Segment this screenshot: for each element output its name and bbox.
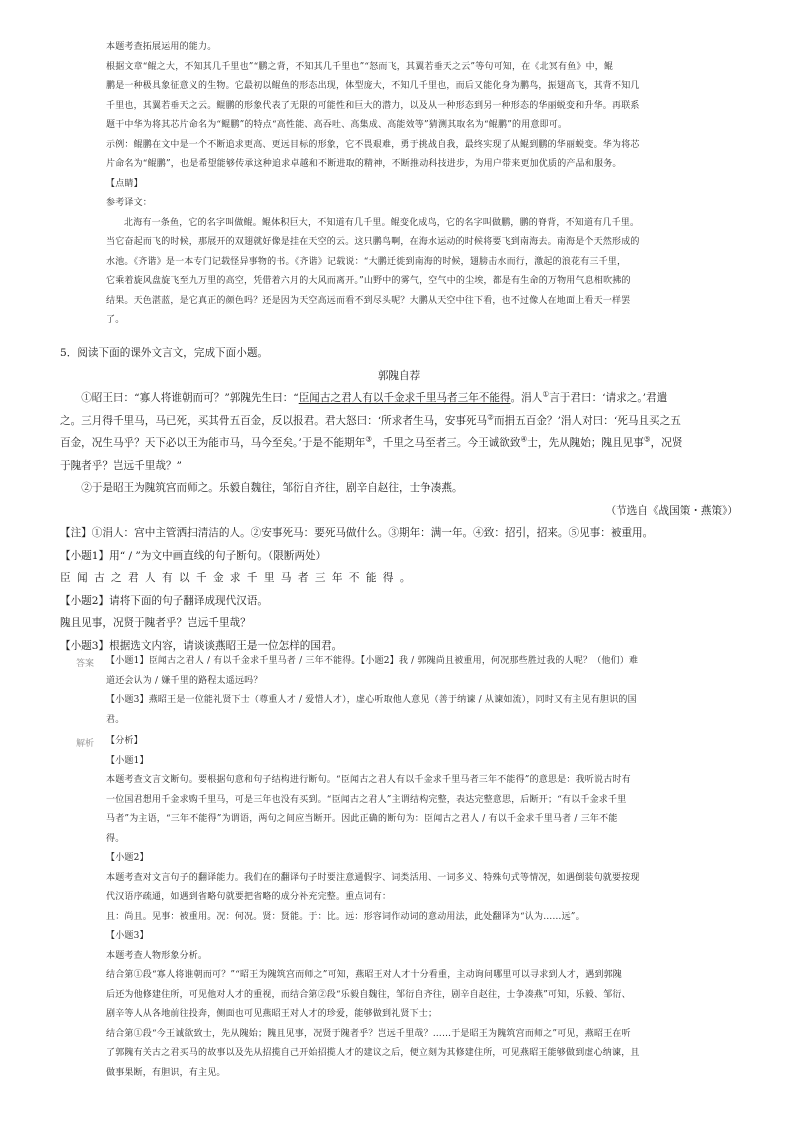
analysis-line: 做事果断，有胆识，有主见。: [106, 1067, 226, 1078]
analysis-subheading: 【小题3】: [106, 931, 149, 941]
subquestion-1: 【小题1】用“ / ”为文中画直线的句子断句。（限断两处）: [60, 549, 327, 562]
analysis-line: 本题考查人物形象分析。: [106, 950, 208, 961]
answer-section: [106, 652, 718, 730]
analysis-heading: 【分析】: [106, 736, 143, 746]
passage-paragraph-1: ①昭王曰：“寡人将谁朝而可？”郭隗先生曰：“臣闻古之君人有以千金求千里马者三年不能得。涓人①言于君曰：‘请求之。’君遣: [81, 389, 668, 404]
annotation-notes: 【注】①涓人：宫中主管洒扫清洁的人。②安事死马：要死马做什么。③期年：满一年。④致：招引，招来。⑤见事：被重用。: [60, 527, 654, 539]
note-mark: ②: [487, 411, 494, 421]
passage-title: 郭隗自荐: [377, 369, 421, 382]
question-heading: 5．阅读下面的课外文言文，完成下面小题。: [60, 347, 269, 359]
analysis-line: 后还为他修建住所，可见他对人才的重视，而结合第②段“乐毅自魏往，邹衍自齐往，剧辛自赵往，士争凑燕”可知，乐毅、邹衍、: [106, 989, 631, 1000]
translation-line: 水池。《齐谐》是一本专门记载怪异事物的书。《齐谐》记载说：“大鹏迁徙到南海的时候，翅膀击水而行，激起的浪花有三千里，: [106, 256, 627, 267]
previous-answer-section: [106, 38, 718, 331]
text-line: 示例：鲲鹏在文中是一个不断追求更高、更远目标的形象，它不畏艰难，勇于挑战自我，最终实现了从鲲到鹏的华丽蜕变。华为将芯: [106, 139, 640, 150]
analysis-line: 结合第①段“今王诚欲致士，先从隗始；隗且见事，况贤于隗者乎？岂远千里哉？……于是昭王为隗筑宫而师之”可见，燕昭王在听: [106, 1028, 631, 1039]
analysis-line: 马者”为主语，“三年不能得”为谓语，两句之间应当断开。因此正确的断句为：臣闻古之君人 / 有以千金求千里马者 / 三年不能: [106, 814, 618, 824]
analysis-line: 本题考查对文言句子的翻译能力。我们在的翻译句子时要注意通假字、词类活用、一词多义、特殊句式等情况，如遇倒装句就要按现: [106, 872, 640, 883]
analysis-subheading: 【小题1】: [106, 755, 149, 766]
analysis-subheading: 【小题2】: [106, 853, 149, 863]
text-line: 本题考查拓展运用的能力。: [106, 42, 217, 52]
answer-line: 道还会认为 / 嫌千里的路程太遥远吗？: [106, 675, 263, 686]
analysis-line: 结合第①段“寡人将谁朝而可？”“昭王为隗筑宫而师之”可知，燕昭王对人才十分看重，主动询问哪里可以寻求到人才，遇到郭隗: [106, 970, 623, 980]
translation-line: 它乘着旋风盘旋飞至九万里的高空，凭借着六月的大风而离开。”山野中的雾气，空气中的尘埃，都是有生命的万物用气息相吹拂的: [106, 276, 631, 286]
reference-translation-title: 参考译文：: [106, 198, 153, 208]
note-mark: ①: [542, 389, 550, 399]
text-line: 片命名为“鲲鹏”，也是希望能够传承这种追求卓越和不断进取的精神，不断推动科技进步，为用户带来更加优质的产品和服务。: [106, 159, 622, 169]
translation-line: 了。: [106, 315, 125, 325]
passage-paragraph-2: ②于是昭王为隗筑宫而师之。乐毅自魏往，邹衍自齐往，剧辛自赵往，士争凑燕。: [81, 482, 463, 494]
subquestion-2-sentence: 隗且见事，况贤于隗者乎？岂远千里哉？: [60, 617, 251, 629]
note-mark: ③: [365, 434, 373, 444]
passage-line: 之。三月得千里马，马已死，买其骨五百金，反以报君。君大怒曰：‘所求者生马，安事死马②而捐五百金？’涓人对曰：‘死马且买之五: [60, 411, 681, 427]
answer-line: 【小题1】臣闻古之君人 / 有以千金求千里马者 / 三年不能得。【小题2】我 / 郭隗尚且被重用，何况那些胜过我的人呢？（他们）难: [106, 656, 639, 666]
text-line: 根据文章“鲲之大，不知其几千里也”“鹏之背，不知其几千里也”“怒而飞，其翼若垂天之云”等句可知，在《北冥有鱼》中，鲲: [106, 61, 614, 72]
analysis-line: 剧辛等人从各地前往投奔，侧面也可见燕昭王对人才的珍爱，能够做到礼贤下士；: [106, 1009, 438, 1019]
passage-source: （节选自《战国策・燕策》）: [605, 504, 738, 517]
text-line: 鹏是一种极具象征意义的生物。它最初以鲲鱼的形态出现，体型庞大，不知几千里也，而后又能化身为鹏鸟，振翅高飞，其背不知几: [106, 81, 640, 91]
analysis-label: 解析: [76, 739, 95, 749]
dianjing-label: 【点睛】: [106, 178, 143, 189]
text-line: 题干中华为将其芯片命名为“鲲鹏”的特点“高性能、高吞吐、高集成、高能效等”猜测其取名为“鲲鹏”的用意即可。: [106, 120, 568, 130]
note-mark: ⑤: [643, 434, 651, 444]
translation-line: 结果。天色湛蓝，是它真正的颜色吗？还是因为天空高远而看不到尽头呢？大鹏从天空中往下看，也不过像人在地面上看天一样罢: [106, 295, 631, 306]
subquestion-3: 【小题3】根据选文内容，请谈谈燕昭王是一位怎样的国君。: [60, 639, 343, 652]
answer-label: 答案: [76, 659, 95, 669]
answer-line: 【小题3】燕昭王是一位能礼贤下士（尊重人才 / 爱惜人才），虚心听取他人意见（善于纳谏 / 从谏如流），同时又有主见有胆识的国: [106, 695, 637, 705]
analysis-line: 得。: [106, 833, 125, 844]
translation-line: 北海有一条鱼，它的名字叫做鲲。鲲体积巨大，不知道有几千里。鲲变化成鸟，它的名字叫做鹏，鹏的脊背，不知道有几千里。: [124, 217, 640, 228]
analysis-line: 一位国君想用千金求购千里马，可是三年也没有买到。“臣闻古之君人”主谓结构完整，表达完整意思，后断开；“有以千金求千里: [106, 794, 627, 805]
subquestion-1-sentence: 臣闻古之君人有以千金求千里马者三年不能得。: [60, 572, 417, 584]
analysis-line: 代汉语序疏通，如遇到省略句就要把省略的成分补充完整。重点词有：: [106, 892, 392, 902]
text-line: 千里也，其翼若垂天之云。鲲鹏的形象代表了无限的可能性和巨大的潜力，以及从一种形态到另一种形态的华丽蜕变和升华。再联系: [106, 100, 640, 111]
analysis-line: 且：尚且。见事：被重用。况：何况。贤：贤能。于：比。远：形容词作动词的意动用法，此处翻译为“认为……远”。: [106, 911, 585, 922]
translation-line: 当它奋起而飞的时候，那展开的双翅就好像是挂在天空的云。这只鹏鸟啊，在海水运动的时候将要飞到南海去。南海是个天然形成的: [106, 237, 640, 247]
passage-line: 百金，况生马乎？天下必以王为能市马，马今至矣。’于是不能期年③，千里之马至者三。今王诚欲致④士，先从隗始；隗且见事⑤，况贤: [60, 434, 683, 449]
underlined-sentence: 臣闻古之君人有以千金求千里马者三年不能得: [298, 392, 511, 404]
answer-line: 君。: [106, 714, 125, 725]
analysis-line: 了郭隗有关古之君买马的故事以及先从招揽自己开始招揽人才的建议之后，便立刻为其修建住所，可见燕昭王能够做到虚心纳谏，且: [106, 1048, 640, 1058]
analysis-section: [106, 732, 718, 1083]
subquestion-2: 【小题2】请将下面的句子翻译成现代汉语。: [60, 594, 269, 607]
question-5-section: [60, 342, 738, 657]
analysis-line: 本题考查文言文断句。要根据句意和句子结构进行断句。“臣闻古之君人有以千金求千里马者三年不能得”的意思是：我听说古时有: [106, 775, 631, 785]
passage-line: 于隗者乎？岂远千里哉？”: [60, 459, 182, 472]
note-mark: ④: [520, 434, 528, 444]
